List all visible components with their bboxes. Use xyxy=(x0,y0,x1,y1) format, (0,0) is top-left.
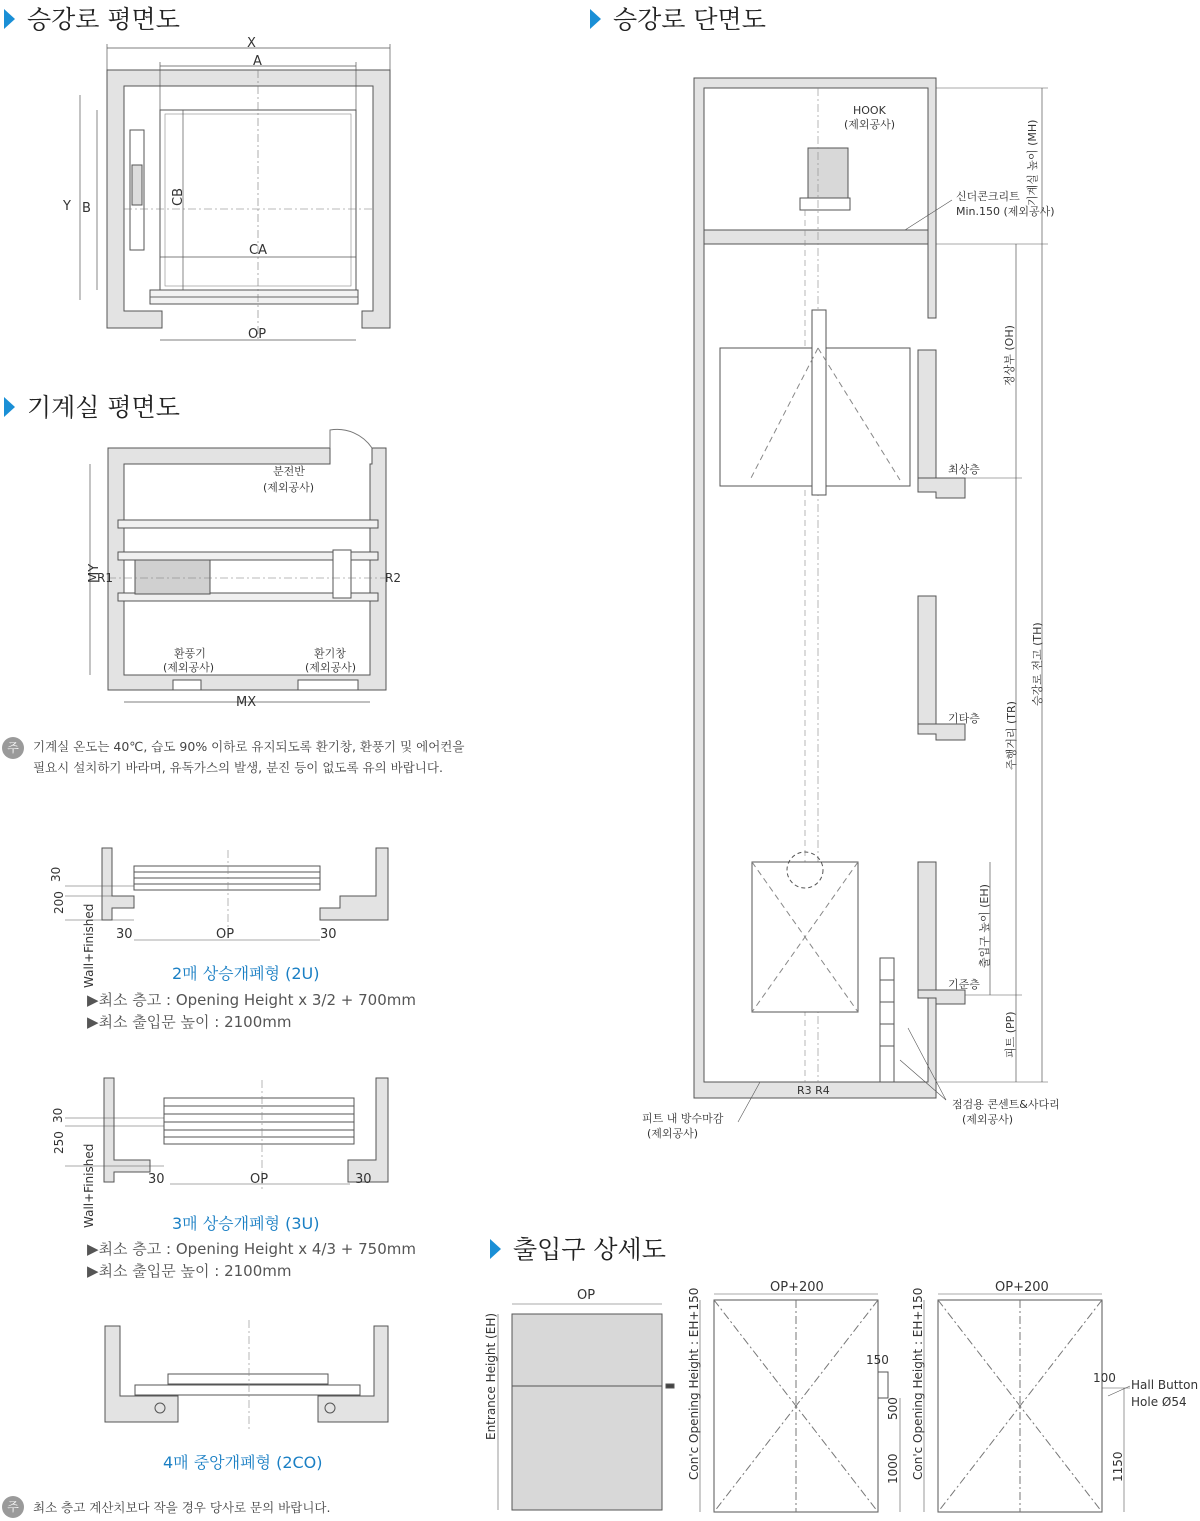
dim-500: 500 xyxy=(886,1397,900,1420)
machine-room-note-line2: 필요시 설치하기 바라며, 유독가스의 발생, 분진 등이 없도록 유의 바랍니다. xyxy=(33,760,443,775)
door-2u-dim-top: 30 xyxy=(49,866,63,882)
dim-ca: CA xyxy=(249,243,267,258)
landing-door-panel xyxy=(512,1314,662,1510)
dim-mh: 기계실 높이 (MH) xyxy=(1026,119,1039,206)
r3-r4-label: R3 R4 xyxy=(797,1084,830,1097)
ladder xyxy=(880,958,894,1082)
entrance-op: OP xyxy=(577,1288,596,1303)
door-2u-spec-height: ▶최소 층고 : Opening Height x 3/2 + 700mm xyxy=(87,991,416,1009)
window-label: 환기창 xyxy=(314,647,346,660)
machine-beam-top xyxy=(118,520,378,528)
distribution-panel-sub: (제외공사) xyxy=(263,481,315,494)
outlet-ladder-sub: (제외공사) xyxy=(962,1113,1014,1126)
hoistway-plan-title: 승강로 평면도 xyxy=(4,0,180,36)
dim-op: OP xyxy=(248,327,267,342)
door-2u-dim-op: OP xyxy=(216,927,235,942)
door-3u-spec-door: ▶최소 출입문 높이 : 2100mm xyxy=(87,1262,292,1280)
hook-label: HOOK xyxy=(853,104,886,117)
note-badge: 주 xyxy=(2,1496,24,1518)
door-2u-caption: 2매 상승개폐형 (2U) xyxy=(172,964,320,983)
dim-1000: 1000 xyxy=(886,1453,900,1484)
door-2u-dim-mid: 200 xyxy=(52,891,66,914)
traction-machine-elevation xyxy=(808,148,848,198)
hoistway-section-title: 승강로 단면도 xyxy=(590,0,766,36)
note-badge: 주 xyxy=(2,737,24,759)
machine-room-note-line1: 기계실 온도는 40℃, 습도 90% 이하로 유지되도록 환기창, 환풍기 및 에어컨을 xyxy=(33,739,465,754)
label-r2: R2 xyxy=(385,571,401,585)
op-plus-200-1: OP+200 xyxy=(770,1280,824,1295)
window-sub: (제외공사) xyxy=(305,661,357,674)
dim-y: Y xyxy=(63,199,71,214)
dim-oh: 정상부 (OH) xyxy=(1003,325,1016,386)
door-2u-dim-left: 30 xyxy=(116,927,133,942)
dim-tr: 주행거리 (TR) xyxy=(1005,701,1018,770)
dim-1150: 1150 xyxy=(1111,1451,1125,1482)
machine-room-slab xyxy=(704,230,928,244)
hook-sub: (제외공사) xyxy=(844,118,896,131)
fan-sub: (제외공사) xyxy=(163,661,215,674)
hoistway-plan xyxy=(80,44,390,342)
dim-a: A xyxy=(253,54,262,69)
door-2u-dim-right: 30 xyxy=(320,927,337,942)
dim-my: MY xyxy=(87,563,102,583)
label-r1: R1 xyxy=(97,571,113,585)
hall-button-hole: Hole Ø54 xyxy=(1131,1395,1187,1409)
conc-opening-1: Con'c Opening Height : EH+150 xyxy=(687,1287,701,1480)
ventilation-window xyxy=(298,680,358,690)
conc-opening-2: Con'c Opening Height : EH+150 xyxy=(911,1287,925,1480)
landing-other xyxy=(918,724,965,740)
dim-b: B xyxy=(82,201,91,216)
door-swing xyxy=(330,429,372,448)
other-floor-label: 기타층 xyxy=(948,712,980,725)
landing-base xyxy=(918,990,965,1004)
dim-x: X xyxy=(247,36,256,51)
entrance-detail-title: 출입구 상세도 xyxy=(490,1230,666,1266)
dim-150: 150 xyxy=(866,1353,889,1367)
machine-room-plan-title: 기계실 평면도 xyxy=(4,388,180,424)
door-3u-detail xyxy=(65,1078,388,1190)
dim-mx: MX xyxy=(236,695,257,710)
door-2co-detail xyxy=(105,1320,388,1430)
cinder-concrete-label: 신더콘크리트 xyxy=(956,190,1020,203)
door-2co-caption: 4매 중앙개폐형 (2CO) xyxy=(163,1453,323,1472)
base-floor-label: 기준층 xyxy=(948,978,980,991)
dim-th: 승강로 전고 (TH) xyxy=(1031,622,1044,706)
hoistway-section xyxy=(694,78,1048,1122)
door-2u-wall-finished: Wall+Finished xyxy=(82,903,96,988)
dim-100: 100 xyxy=(1093,1371,1116,1385)
cinder-concrete-min: Min.150 (제외공사) xyxy=(956,205,1055,218)
door-3u-dim-left: 30 xyxy=(148,1172,165,1187)
door-3u-caption: 3매 상승개폐형 (3U) xyxy=(172,1214,320,1233)
ventilation-fan xyxy=(173,680,201,690)
door-2u-spec-door: ▶최소 출입문 높이 : 2100mm xyxy=(87,1013,292,1031)
distribution-panel-label: 분전반 xyxy=(273,465,305,478)
door-3u-wall-finished: Wall+Finished xyxy=(82,1143,96,1228)
bottom-note: 최소 층고 계산치보다 작을 경우 당사로 문의 바랍니다. xyxy=(33,1500,331,1515)
op-plus-200-2: OP+200 xyxy=(995,1280,1049,1295)
hall-button-label: Hall Button xyxy=(1131,1378,1199,1392)
door-3u-dim-mid: 250 xyxy=(52,1131,66,1154)
entrance-height-eh: Entrance Height (EH) xyxy=(484,1312,498,1440)
dim-pp: 피트 (PP) xyxy=(1004,1011,1017,1058)
door-3u-spec-height: ▶최소 층고 : Opening Height x 4/3 + 750mm xyxy=(87,1240,416,1258)
entrance-detail xyxy=(498,1294,1130,1512)
dim-cb: CB xyxy=(171,188,186,206)
door-3u-dim-right: 30 xyxy=(355,1172,372,1187)
fan-label: 환풍기 xyxy=(174,647,206,660)
door-3u-dim-op: OP xyxy=(250,1172,269,1187)
traction-machine xyxy=(135,560,210,594)
dim-eh: 출입구 높이 (EH) xyxy=(978,884,991,968)
door-3u-dim-top: 30 xyxy=(51,1107,65,1123)
hoistway-wall xyxy=(107,70,390,328)
pit-waterproof-label: 피트 내 방수마감 xyxy=(642,1112,724,1125)
landing-top xyxy=(918,478,965,498)
top-floor-label: 최상층 xyxy=(948,463,980,476)
outlet-ladder-label: 점검용 콘센트&사다리 xyxy=(952,1098,1060,1111)
pit-waterproof-sub: (제외공사) xyxy=(647,1127,699,1140)
